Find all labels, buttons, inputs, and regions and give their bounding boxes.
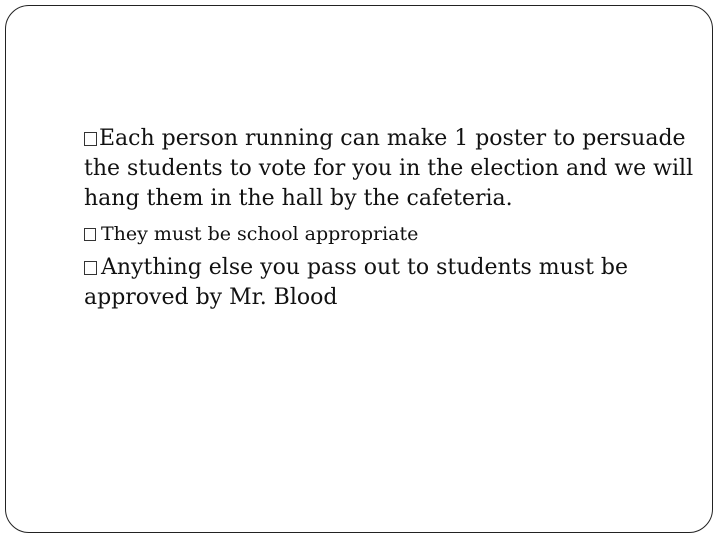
checkbox-icon	[84, 261, 97, 275]
slide-frame	[5, 5, 713, 533]
bullet-poster-rule	[84, 124, 694, 214]
bullet-school-appropriate	[84, 221, 694, 247]
slide-body	[84, 124, 694, 313]
bullet-text: Each person running can make 1 poster to persuade the students to vote for you in the election and we will hang them in the hall by the cafeteria.	[84, 126, 694, 211]
bullet-approval-rule	[84, 253, 694, 313]
bullet-text: Anything else you pass out to students must be approved by Mr. Blood	[84, 255, 629, 310]
checkbox-icon	[84, 228, 96, 241]
bullet-text: They must be school appropriate	[101, 223, 419, 245]
checkbox-icon	[84, 132, 97, 146]
